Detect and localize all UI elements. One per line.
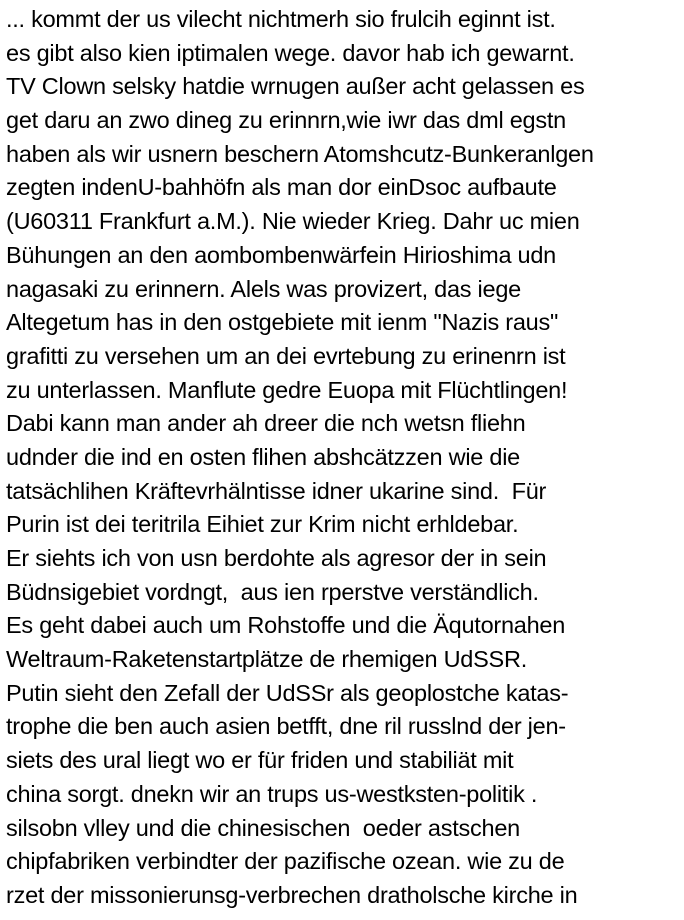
text-line: udnder die ind en osten flihen abshcätzzen wie die — [6, 443, 521, 470]
text-line: Purin ist dei teritrila Eihiet zur Krim nicht erhldebar. — [6, 511, 519, 538]
text-line: silsobn vlley und die chinesischen oeder astschen — [6, 814, 520, 841]
text-line: Weltraum-Raketenstartplätze de rhemigen UdSSR. — [6, 646, 527, 673]
text-line: zegten indenU-bahhöfn als man dor einDsoc aufbaute — [6, 174, 557, 201]
text-line: chipfabriken verbindter der pazifische ozean. wie zu de — [6, 848, 565, 875]
text-line: (U60311 Frankfurt a.M.). Nie wieder Krieg. Dahr uc mien — [6, 208, 580, 235]
text-line: china sorgt. dnekn wir an trups us-westksten-politik . — [6, 780, 538, 807]
text-line: Er siehts ich von usn berdohte als agresor der in sein — [6, 545, 547, 571]
text-line: Es geht dabei auch um Rohstoffe und die Äqutornahen — [6, 612, 566, 639]
text-line: grafitti zu versehen um an dei evrtebung zu erinenrn ist — [6, 342, 566, 369]
text-line: TV Clown selsky hatdie wrnugen außer acht gelassen es — [6, 73, 585, 100]
document-text-body — [6, 3, 682, 913]
text-line: Putin sieht den Zefall der UdSSr als geoplostche katas- — [6, 679, 569, 706]
text-line: Büdnsigebiet vordngt, aus ien rperstve verständlich. — [6, 578, 539, 605]
text-line: trophe die ben auch asien betfft, dne ril russlnd der jen- — [6, 713, 566, 740]
text-line: es gibt also kien iptimalen wege. davor hab ich gewarnt. — [6, 39, 575, 66]
text-line: get daru an zwo dineg zu erinnrn,wie iwr das dml egstn — [6, 107, 566, 134]
text-line: Dabi kann man ander ah dreer die nch wetsn fliehn — [6, 410, 526, 437]
text-line: ... kommt der us vilecht nichtmerh sio frulcih eginnt ist. — [6, 6, 556, 32]
text-line: haben als wir usnern beschern Atomshcutz-Bunkeranlgen — [6, 140, 594, 167]
text-line: nagasaki zu erinnern. Alels was provizert, das iege — [6, 275, 521, 302]
text-line: rzet der missonierunsg-verbrechen dratholsche kirche in — [6, 881, 578, 908]
text-line: siets des ural liegt wo er für friden und stabiliät mit — [6, 747, 514, 774]
text-line: tatsächlihen Kräftevrhälntisse idner ukarine sind. Für — [6, 477, 547, 504]
text-line: zu unterlassen. Manflute gedre Euopa mit Flüchtlingen! — [6, 376, 568, 403]
text-line: Altegetum has in den ostgebiete mit ienm "Nazis raus" — [6, 309, 559, 336]
text-line: Bühungen an den aombombenwärfein Hirioshima udn — [6, 241, 557, 268]
